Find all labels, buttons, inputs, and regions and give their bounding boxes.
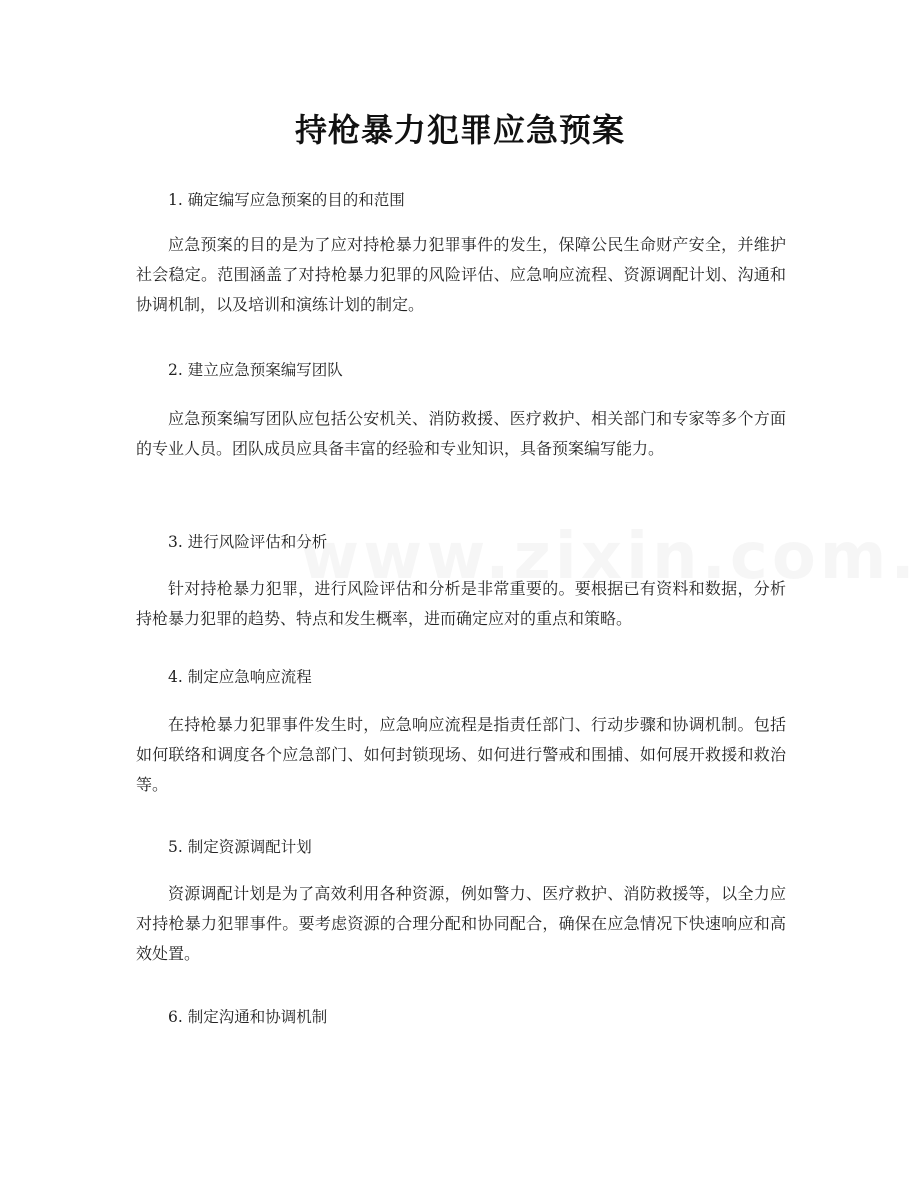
section-paragraph-3: 针对持枪暴力犯罪，进行风险评估和分析是非常重要的。要根据已有资料和数据，分析持枪暴力犯罪的趋势、特点和发生概率，进而确定应对的重点和策略。 [136, 579, 786, 628]
section-heading-2: 2. 建立应急预案编写团队 [168, 361, 343, 379]
section-heading-4: 4. 制定应急响应流程 [168, 668, 312, 686]
section-paragraph-2: 应急预案编写团队应包括公安机关、消防救援、医疗救护、相关部门和专家等多个方面的专业人员。团队成员应具备丰富的经验和专业知识，具备预案编写能力。 [136, 409, 786, 458]
section-heading-3: 3. 进行风险评估和分析 [168, 533, 328, 551]
document-title: 持枪暴力犯罪应急预案 [294, 111, 625, 149]
section-paragraph-4: 在持枪暴力犯罪事件发生时，应急响应流程是指责任部门、行动步骤和协调机制。包括如何联络和调度各个应急部门、如何封锁现场、如何进行警戒和围捕、如何展开救援和救治等。 [136, 715, 786, 794]
section-paragraph-1: 应急预案的目的是为了应对持枪暴力犯罪事件的发生，保障公民生命财产安全，并维护社会稳定。范围涵盖了对持枪暴力犯罪的风险评估、应急响应流程、资源调配计划、沟通和协调机制，以及培训和演练计划的制定。 [136, 235, 786, 314]
section-heading-1: 1. 确定编写应急预案的目的和范围 [168, 191, 405, 209]
section-paragraph-5: 资源调配计划是为了高效利用各种资源，例如警力、医疗救护、消防救援等，以全力应对持枪暴力犯罪事件。要考虑资源的合理分配和协同配合，确保在应急情况下快速响应和高效处置。 [136, 884, 786, 963]
section-heading-5: 5. 制定资源调配计划 [168, 838, 312, 856]
section-heading-6: 6. 制定沟通和协调机制 [168, 1008, 328, 1026]
